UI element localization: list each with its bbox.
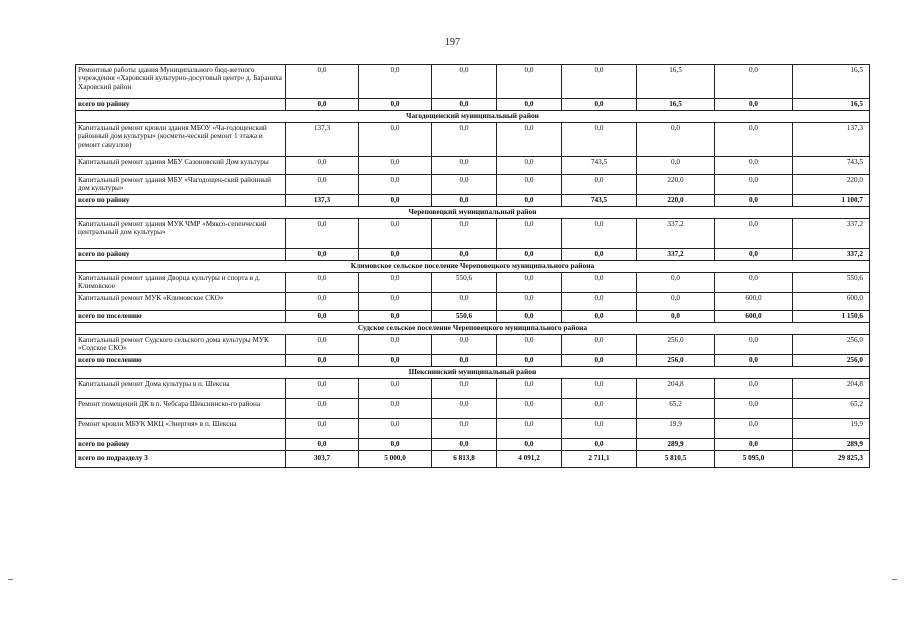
value-cell-4: 0,0: [497, 272, 562, 292]
value-cell-2: 0,0: [359, 157, 432, 175]
value-cell-7: 0,0: [715, 123, 793, 157]
table-row: [76, 218, 870, 248]
total-row: [76, 248, 870, 260]
value-cell-2: 0,0: [359, 272, 432, 292]
value-cell-7: 0,0: [715, 248, 793, 260]
value-cell-7: 5 095,0: [715, 450, 793, 467]
value-cell-7: 0,0: [715, 194, 793, 206]
value-cell-8: 204,8: [793, 378, 870, 398]
value-cell-4: 0,0: [497, 99, 562, 111]
value-cell-6: 220,0: [637, 194, 715, 206]
value-cell-2: 0,0: [359, 248, 432, 260]
total-row: [76, 310, 870, 322]
value-cell-3: 0,0: [432, 218, 497, 248]
value-cell-7: 0,0: [715, 272, 793, 292]
value-cell-1: 0,0: [286, 310, 359, 322]
value-cell-6: 19,9: [637, 418, 715, 438]
section-header-row: [76, 366, 870, 378]
value-cell-8: 256,0: [793, 354, 870, 366]
value-cell-1: 137,3: [286, 123, 359, 157]
value-cell-5: 0,0: [562, 99, 637, 111]
value-cell-4: 0,0: [497, 175, 562, 195]
row-name-cell: всего по району: [76, 248, 286, 260]
value-cell-1: 0,0: [286, 248, 359, 260]
section-header-row: [76, 322, 870, 334]
value-cell-1: 0,0: [286, 418, 359, 438]
value-cell-2: 0,0: [359, 218, 432, 248]
table-row: [76, 292, 870, 310]
value-cell-3: 0,0: [432, 248, 497, 260]
value-cell-3: 0,0: [432, 398, 497, 418]
value-cell-7: 0,0: [715, 175, 793, 195]
total-row: [76, 438, 870, 450]
value-cell-3: 0,0: [432, 354, 497, 366]
value-cell-6: 5 810,5: [637, 450, 715, 467]
value-cell-2: 0,0: [359, 418, 432, 438]
table-row: [76, 272, 870, 292]
section-title: Климовское сельское поселение Череповецкого муниципального района: [76, 260, 870, 272]
value-cell-3: 0,0: [432, 194, 497, 206]
value-cell-5: 0,0: [562, 272, 637, 292]
value-cell-8: 220,0: [793, 175, 870, 195]
edge-mark-left: [8, 579, 13, 580]
table-row: [76, 398, 870, 418]
value-cell-1: 0,0: [286, 99, 359, 111]
value-cell-8: 16,5: [793, 99, 870, 111]
value-cell-2: 0,0: [359, 354, 432, 366]
value-cell-1: 0,0: [286, 438, 359, 450]
value-cell-4: 0,0: [497, 218, 562, 248]
value-cell-7: 0,0: [715, 354, 793, 366]
section-title: Череповецкий муниципальный район: [76, 206, 870, 218]
value-cell-8: 16,5: [793, 65, 870, 99]
section-title: Шекснинский муниципальный район: [76, 366, 870, 378]
value-cell-5: 0,0: [562, 218, 637, 248]
table-row: [76, 65, 870, 99]
value-cell-3: 0,0: [432, 438, 497, 450]
value-cell-6: 0,0: [637, 157, 715, 175]
row-name-cell: Капитальный ремонт здания МБУ «Чагодощен-ский районный дом культуры»: [76, 175, 286, 195]
value-cell-6: 220,0: [637, 175, 715, 195]
value-cell-7: 0,0: [715, 378, 793, 398]
value-cell-1: 0,0: [286, 354, 359, 366]
value-cell-1: 0,0: [286, 65, 359, 99]
value-cell-3: 550,6: [432, 310, 497, 322]
value-cell-4: 0,0: [497, 378, 562, 398]
value-cell-5: 743,5: [562, 194, 637, 206]
value-cell-6: 65,2: [637, 398, 715, 418]
value-cell-6: 256,0: [637, 354, 715, 366]
table-row: [76, 123, 870, 157]
value-cell-3: 0,0: [432, 123, 497, 157]
table-row: [76, 157, 870, 175]
value-cell-3: 0,0: [432, 175, 497, 195]
value-cell-3: 6 813,8: [432, 450, 497, 467]
section-header-row: [76, 260, 870, 272]
value-cell-6: 0,0: [637, 292, 715, 310]
row-name-cell: всего по району: [76, 194, 286, 206]
table-row: [76, 334, 870, 354]
section-title: Чагодощенский муниципальный район: [76, 111, 870, 123]
value-cell-4: 0,0: [497, 248, 562, 260]
value-cell-6: 256,0: [637, 334, 715, 354]
value-cell-5: 0,0: [562, 438, 637, 450]
value-cell-7: 0,0: [715, 418, 793, 438]
value-cell-5: 0,0: [562, 65, 637, 99]
value-cell-5: 0,0: [562, 418, 637, 438]
value-cell-8: 289,9: [793, 438, 870, 450]
value-cell-2: 0,0: [359, 194, 432, 206]
value-cell-2: 0,0: [359, 123, 432, 157]
value-cell-6: 16,5: [637, 65, 715, 99]
value-cell-4: 0,0: [497, 438, 562, 450]
value-cell-7: 0,0: [715, 334, 793, 354]
row-name-cell: Капитальный ремонт здания Дворца культуры и спорта в д. Климовское: [76, 272, 286, 292]
value-cell-1: 0,0: [286, 175, 359, 195]
value-cell-5: 0,0: [562, 175, 637, 195]
value-cell-4: 0,0: [497, 418, 562, 438]
table-row: [76, 418, 870, 438]
row-name-cell: Капитальный ремонт Дома культуры в п. Шексна: [76, 378, 286, 398]
value-cell-5: 743,5: [562, 157, 637, 175]
budget-table: [75, 64, 870, 468]
value-cell-1: 0,0: [286, 292, 359, 310]
value-cell-7: 600,0: [715, 310, 793, 322]
value-cell-2: 0,0: [359, 65, 432, 99]
value-cell-5: 0,0: [562, 398, 637, 418]
section-header-row: [76, 111, 870, 123]
value-cell-1: 0,0: [286, 272, 359, 292]
value-cell-1: 303,7: [286, 450, 359, 467]
value-cell-3: 0,0: [432, 65, 497, 99]
page-number: 197: [445, 37, 460, 48]
value-cell-6: 289,9: [637, 438, 715, 450]
row-name-cell: Капитальный ремонт здания МУК ЧМР «Мяксо-сепенческий центральный дом культуры»: [76, 218, 286, 248]
value-cell-5: 0,0: [562, 354, 637, 366]
value-cell-8: 1 150,6: [793, 310, 870, 322]
value-cell-5: 0,0: [562, 248, 637, 260]
value-cell-6: 0,0: [637, 310, 715, 322]
value-cell-1: 0,0: [286, 378, 359, 398]
table-row: [76, 175, 870, 195]
value-cell-8: 65,2: [793, 398, 870, 418]
total-row: [76, 194, 870, 206]
section-title: Судское сельское поселение Череповецкого муниципального района: [76, 322, 870, 334]
value-cell-3: 0,0: [432, 99, 497, 111]
grand-total-row: [76, 450, 870, 467]
value-cell-7: 0,0: [715, 398, 793, 418]
value-cell-2: 0,0: [359, 175, 432, 195]
value-cell-8: 29 825,3: [793, 450, 870, 467]
value-cell-4: 0,0: [497, 292, 562, 310]
row-name-cell: всего по поселению: [76, 310, 286, 322]
section-header-row: [76, 206, 870, 218]
value-cell-5: 2 711,1: [562, 450, 637, 467]
value-cell-5: 0,0: [562, 292, 637, 310]
value-cell-2: 5 000,0: [359, 450, 432, 467]
value-cell-5: 0,0: [562, 334, 637, 354]
value-cell-2: 0,0: [359, 378, 432, 398]
value-cell-3: 0,0: [432, 418, 497, 438]
value-cell-8: 743,5: [793, 157, 870, 175]
value-cell-7: 0,0: [715, 438, 793, 450]
value-cell-2: 0,0: [359, 438, 432, 450]
total-row: [76, 354, 870, 366]
value-cell-1: 137,3: [286, 194, 359, 206]
value-cell-1: 0,0: [286, 218, 359, 248]
table-row: [76, 378, 870, 398]
value-cell-4: 0,0: [497, 310, 562, 322]
value-cell-7: 0,0: [715, 99, 793, 111]
value-cell-5: 0,0: [562, 378, 637, 398]
row-name-cell: всего по поселению: [76, 354, 286, 366]
value-cell-8: 550,6: [793, 272, 870, 292]
value-cell-2: 0,0: [359, 292, 432, 310]
value-cell-4: 4 091,2: [497, 450, 562, 467]
value-cell-8: 600,0: [793, 292, 870, 310]
row-name-cell: Капитальный ремонт Судского сельского дома культуры МУК «Содское СКО»: [76, 334, 286, 354]
value-cell-4: 0,0: [497, 123, 562, 157]
row-name-cell: Ремонтные работы здания Муниципального бюд-жетного учреждения «Харовский культурно-досуговый центр» д. Бараниха Харовский район: [76, 65, 286, 99]
row-name-cell: Капитальный ремонт здания МБУ Сазоновский Дом культуры: [76, 157, 286, 175]
value-cell-6: 337,2: [637, 218, 715, 248]
value-cell-3: 0,0: [432, 334, 497, 354]
value-cell-1: 0,0: [286, 334, 359, 354]
row-name-cell: Ремонт помещений ДК в п. Чебсара Шекснинско-го района: [76, 398, 286, 418]
row-name-cell: всего по району: [76, 99, 286, 111]
value-cell-5: 0,0: [562, 310, 637, 322]
value-cell-8: 337,2: [793, 218, 870, 248]
row-name-cell: Ремонт кровли МБУК МКЦ «Энергия» в п. Шексна: [76, 418, 286, 438]
value-cell-7: 0,0: [715, 218, 793, 248]
value-cell-6: 16,5: [637, 99, 715, 111]
value-cell-4: 0,0: [497, 157, 562, 175]
value-cell-3: 0,0: [432, 378, 497, 398]
value-cell-3: 550,6: [432, 272, 497, 292]
value-cell-2: 0,0: [359, 398, 432, 418]
value-cell-8: 1 100,7: [793, 194, 870, 206]
value-cell-2: 0,0: [359, 99, 432, 111]
value-cell-7: 0,0: [715, 65, 793, 99]
value-cell-8: 19,9: [793, 418, 870, 438]
total-row: [76, 99, 870, 111]
value-cell-8: 337,2: [793, 248, 870, 260]
row-name-cell: всего по подразделу 3: [76, 450, 286, 467]
value-cell-7: 0,0: [715, 157, 793, 175]
value-cell-6: 0,0: [637, 123, 715, 157]
value-cell-6: 204,8: [637, 378, 715, 398]
value-cell-2: 0,0: [359, 310, 432, 322]
value-cell-4: 0,0: [497, 354, 562, 366]
value-cell-7: 600,0: [715, 292, 793, 310]
value-cell-8: 256,0: [793, 334, 870, 354]
row-name-cell: всего по району: [76, 438, 286, 450]
value-cell-4: 0,0: [497, 398, 562, 418]
value-cell-5: 0,0: [562, 123, 637, 157]
row-name-cell: Капитальный ремонт кровли здания МБОУ «Ча-годощенский районный дом культуры» (космети-ческий ремонт 1 этажа и ремонт санузлов): [76, 123, 286, 157]
value-cell-6: 0,0: [637, 272, 715, 292]
value-cell-4: 0,0: [497, 65, 562, 99]
value-cell-2: 0,0: [359, 334, 432, 354]
value-cell-1: 0,0: [286, 398, 359, 418]
value-cell-3: 0,0: [432, 157, 497, 175]
value-cell-1: 0,0: [286, 157, 359, 175]
value-cell-6: 337,2: [637, 248, 715, 260]
value-cell-3: 0,0: [432, 292, 497, 310]
row-name-cell: Капитальный ремонт МУК «Климовское СКО»: [76, 292, 286, 310]
value-cell-4: 0,0: [497, 334, 562, 354]
value-cell-8: 137,3: [793, 123, 870, 157]
value-cell-4: 0,0: [497, 194, 562, 206]
edge-mark-right: [892, 579, 897, 580]
